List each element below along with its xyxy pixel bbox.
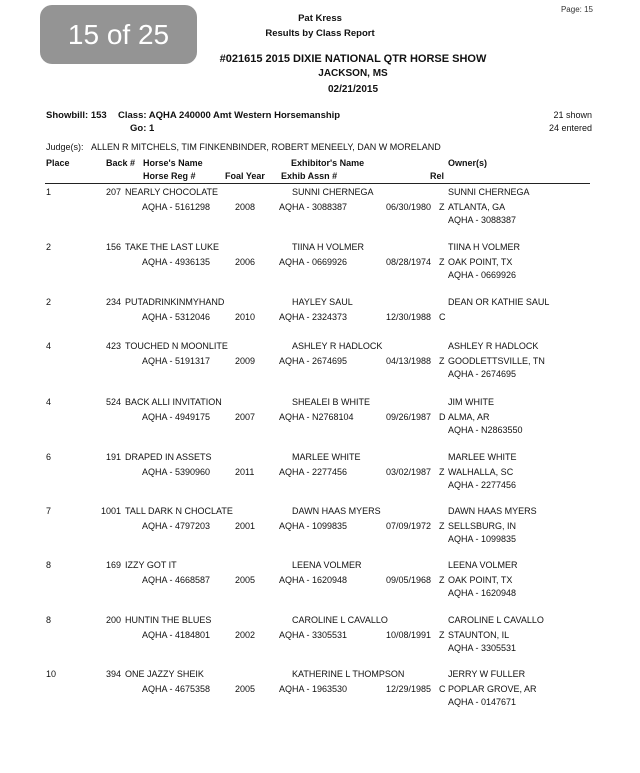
show-location: JACKSON, MS [318, 68, 388, 79]
entry-rel: Z [439, 467, 445, 477]
entry-place: 2 [46, 242, 52, 252]
entry-exhibitor-name: LEENA VOLMER [292, 560, 362, 570]
entry-exhibitor-dob: 07/09/1972 [386, 521, 432, 531]
entry-horse-name: DRAPED IN ASSETS [125, 452, 212, 462]
entry-exhib-assn: AQHA - 1099835 [279, 521, 348, 531]
go-label: Go: 1 [130, 123, 155, 134]
page-number: Page: 15 [560, 5, 593, 14]
entry-horse-reg: AQHA - 5312046 [142, 312, 211, 322]
entry-rel: C [439, 312, 446, 322]
col-place: Place [46, 158, 70, 168]
entry-horse-reg: AQHA - 4675358 [142, 684, 211, 694]
entry-back-number: 191 [105, 452, 121, 462]
entry-exhib-assn: AQHA - 2324373 [279, 312, 348, 322]
entry-foal-year: 2009 [235, 356, 256, 366]
entry-owner-city: OAK POINT, TX [448, 575, 513, 585]
col-horse-reg: Horse Reg # [143, 171, 196, 181]
col-back: Back # [106, 158, 136, 168]
entry-foal-year: 2005 [235, 575, 256, 585]
entry-owner-city: WALHALLA, SC [448, 467, 514, 477]
entry-owner-name: JIM WHITE [448, 397, 494, 407]
entry-owner-name: MARLEE WHITE [448, 452, 517, 462]
col-exhib-assn: Exhib Assn # [281, 171, 338, 181]
entry-horse-name: IZZY GOT IT [125, 560, 177, 570]
entry-exhib-assn: AQHA - 0669926 [279, 257, 348, 267]
entry-exhibitor-name: CAROLINE L CAVALLO [292, 615, 388, 625]
report-title: Results by Class Report [265, 28, 375, 39]
entry-exhib-assn: AQHA - 2277456 [279, 467, 348, 477]
entry-owner-city: GOODLETTSVILLE, TN [448, 356, 545, 366]
entry-back-number: 394 [105, 669, 121, 679]
entry-place: 2 [46, 297, 52, 307]
report-author: Pat Kress [298, 13, 342, 24]
entry-exhibitor-dob: 09/26/1987 [386, 412, 432, 422]
entry-exhib-assn: AQHA - 1963530 [279, 684, 348, 694]
entry-horse-reg: AQHA - 5191317 [142, 356, 211, 366]
entry-owner-city: STAUNTON, IL [448, 630, 510, 640]
entry-owner-name: ASHLEY R HADLOCK [448, 341, 539, 351]
entry-place: 8 [46, 615, 52, 625]
entry-owner-name: CAROLINE L CAVALLO [448, 615, 544, 625]
entry-exhibitor-name: SUNNI CHERNEGA [292, 187, 374, 197]
entry-rel: Z [439, 356, 445, 366]
entry-owner-assn: AQHA - 3088387 [448, 215, 517, 225]
entry-exhibitor-dob: 10/08/1991 [386, 630, 432, 640]
entry-exhibitor-dob: 03/02/1987 [386, 467, 432, 477]
entry-horse-name: TAKE THE LAST LUKE [125, 242, 220, 252]
entry-owner-assn: AQHA - N2863550 [448, 425, 523, 435]
shown-count: 21 shown [553, 110, 592, 120]
entry-place: 7 [46, 506, 52, 516]
col-rel: Rel [430, 171, 445, 181]
entry-rel: Z [439, 575, 445, 585]
entry-place: 8 [46, 560, 52, 570]
entry-rel: Z [439, 630, 445, 640]
entry-exhib-assn: AQHA - 2674695 [279, 356, 348, 366]
entry-place: 10 [46, 669, 57, 679]
judges-list: ALLEN R MITCHELS, TIM FINKENBINDER, ROBERT MENEELY, DAN W MORELAND [91, 142, 441, 152]
entry-exhibitor-name: KATHERINE L THOMPSON [292, 669, 405, 679]
entry-foal-year: 2007 [235, 412, 256, 422]
entry-place: 4 [46, 341, 52, 351]
entry-owner-name: DEAN OR KATHIE SAUL [448, 297, 550, 307]
entry-place: 1 [46, 187, 52, 197]
entry-horse-name: BACK ALLI INVITATION [125, 397, 222, 407]
entry-exhibitor-dob: 12/29/1985 [386, 684, 432, 694]
show-date: 02/21/2015 [327, 84, 379, 95]
entry-exhib-assn: AQHA - N2768104 [279, 412, 354, 422]
entry-exhibitor-dob: 09/05/1968 [386, 575, 432, 585]
entry-back-number: 234 [105, 297, 121, 307]
entry-owner-city: ALMA, AR [448, 412, 490, 422]
entry-foal-year: 2011 [235, 467, 255, 477]
entry-horse-reg: AQHA - 4949175 [142, 412, 211, 422]
entry-foal-year: 2005 [235, 684, 256, 694]
entry-exhib-assn: AQHA - 3088387 [279, 202, 348, 212]
entry-horse-name: TALL DARK N CHOCLATE [125, 506, 233, 516]
entry-owner-assn: AQHA - 3305531 [448, 643, 517, 653]
entry-exhib-assn: AQHA - 1620948 [279, 575, 348, 585]
entry-owner-assn: AQHA - 1620948 [448, 588, 517, 598]
entry-owner-city: POPLAR GROVE, AR [448, 684, 537, 694]
entry-horse-name: HUNTIN THE BLUES [125, 615, 212, 625]
entry-horse-name: ONE JAZZY SHEIK [125, 669, 204, 679]
entry-back-number: 169 [105, 560, 121, 570]
entry-exhibitor-name: HAYLEY SAUL [292, 297, 353, 307]
entry-rel: C [439, 684, 446, 694]
entry-owner-assn: AQHA - 2674695 [448, 369, 517, 379]
entry-exhibitor-name: ASHLEY R HADLOCK [292, 341, 383, 351]
entered-count: 24 entered [548, 123, 592, 133]
entry-horse-reg: AQHA - 4668587 [142, 575, 211, 585]
entry-foal-year: 2001 [235, 521, 256, 531]
entry-exhibitor-dob: 04/13/1988 [386, 356, 432, 366]
entry-rel: D [439, 412, 446, 422]
entry-owner-assn: AQHA - 1099835 [448, 534, 517, 544]
col-horse-name: Horse's Name [143, 158, 203, 168]
entry-owner-name: LEENA VOLMER [448, 560, 518, 570]
entry-exhibitor-name: TIINA H VOLMER [292, 242, 365, 252]
entry-exhibitor-name: DAWN HAAS MYERS [292, 506, 381, 516]
header-rule [45, 183, 590, 184]
entry-horse-reg: AQHA - 5390960 [142, 467, 211, 477]
entry-horse-reg: AQHA - 5161298 [142, 202, 211, 212]
entry-horse-name: PUTADRINKINMYHAND [125, 297, 225, 307]
entry-owner-assn: AQHA - 2277456 [448, 480, 517, 490]
entry-owner-assn: AQHA - 0147671 [448, 697, 517, 707]
entry-back-number: 1001 [100, 506, 121, 516]
col-exhibitor-name: Exhibitor's Name [291, 158, 365, 168]
entry-horse-reg: AQHA - 4797203 [142, 521, 211, 531]
entry-foal-year: 2010 [235, 312, 256, 322]
entry-horse-name: TOUCHED N MOONLITE [125, 341, 228, 351]
entry-owner-name: TIINA H VOLMER [448, 242, 521, 252]
showbill-label: Showbill: 153 [46, 110, 107, 121]
col-owners: Owner(s) [448, 158, 488, 168]
entry-rel: Z [439, 257, 445, 267]
entry-owner-name: JERRY W FULLER [448, 669, 526, 679]
entry-exhibitor-name: SHEALEI B WHITE [292, 397, 371, 407]
entry-owner-city: ATLANTA, GA [448, 202, 506, 212]
entry-back-number: 207 [105, 187, 121, 197]
entry-horse-reg: AQHA - 4936135 [142, 257, 211, 267]
entry-owner-name: DAWN HAAS MYERS [448, 506, 537, 516]
entry-back-number: 423 [105, 341, 121, 351]
entry-foal-year: 2002 [235, 630, 256, 640]
entry-horse-reg: AQHA - 4184801 [142, 630, 211, 640]
entry-back-number: 524 [105, 397, 121, 407]
page-counter-badge: 15 of 25 [40, 5, 197, 64]
entry-exhibitor-dob: 08/28/1974 [386, 257, 432, 267]
entry-owner-city: OAK POINT, TX [448, 257, 513, 267]
entry-exhibitor-dob: 06/30/1980 [386, 202, 432, 212]
judges-label: Judge(s): [46, 142, 84, 152]
entry-owner-name: SUNNI CHERNEGA [448, 187, 530, 197]
entry-exhibitor-dob: 12/30/1988 [386, 312, 432, 322]
entry-rel: Z [439, 202, 445, 212]
entry-foal-year: 2008 [235, 202, 256, 212]
entry-foal-year: 2006 [235, 257, 256, 267]
class-label: Class: AQHA 240000 Amt Western Horsemanship [118, 110, 341, 121]
show-title: #021615 2015 DIXIE NATIONAL QTR HORSE SHOW [219, 53, 487, 65]
entry-horse-name: NEARLY CHOCOLATE [125, 187, 219, 197]
entry-back-number: 200 [105, 615, 121, 625]
entry-back-number: 156 [105, 242, 121, 252]
entry-exhibitor-name: MARLEE WHITE [292, 452, 361, 462]
entry-owner-assn: AQHA - 0669926 [448, 270, 517, 280]
col-foal-year: Foal Year [225, 171, 265, 181]
entry-exhib-assn: AQHA - 3305531 [279, 630, 348, 640]
entry-rel: Z [439, 521, 445, 531]
entry-place: 4 [46, 397, 52, 407]
entry-owner-city: SELLSBURG, IN [448, 521, 517, 531]
entry-place: 6 [46, 452, 52, 462]
